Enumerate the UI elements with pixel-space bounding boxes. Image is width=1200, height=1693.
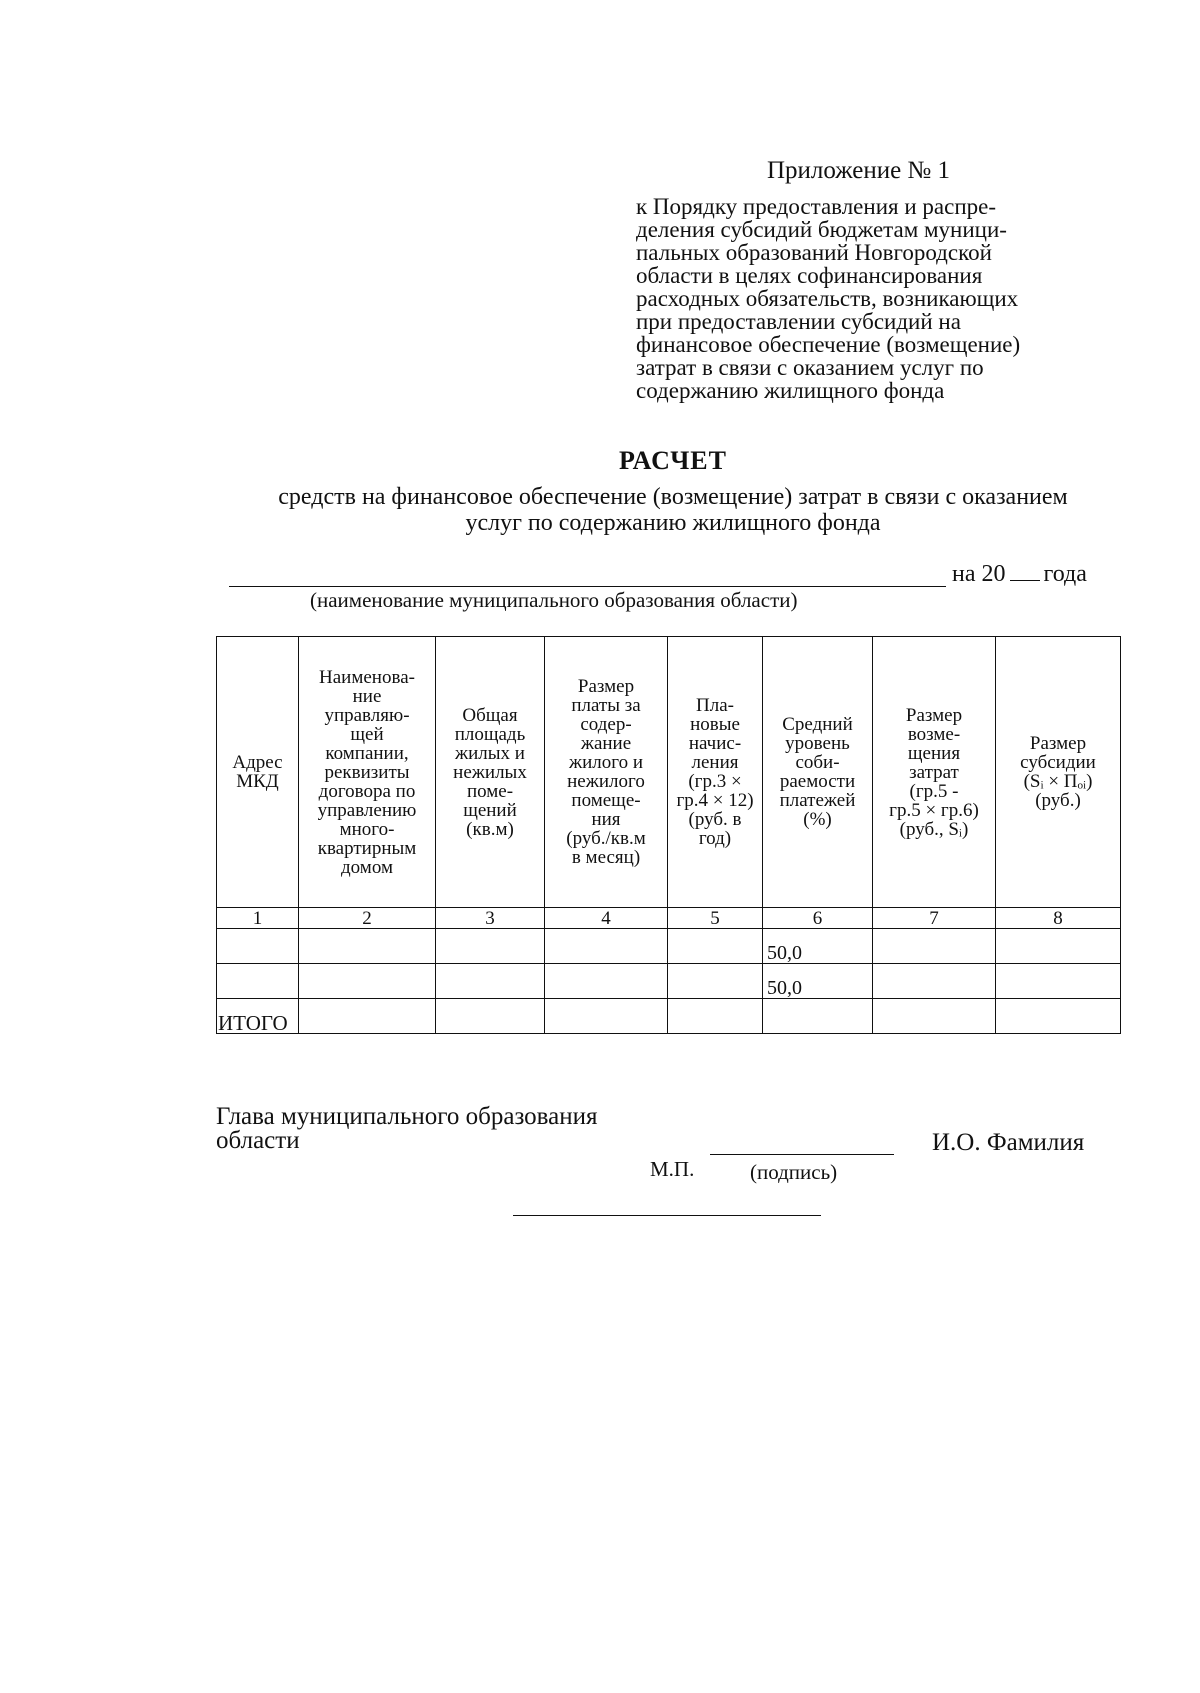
table-cell [436, 999, 545, 1034]
document-subtitle [180, 484, 1166, 536]
table-cell [545, 999, 668, 1034]
table-cell [668, 999, 763, 1034]
header-subsidy: Размер субсидии (Sᵢ × Пₒᵢ) (руб.) [996, 637, 1121, 908]
appendix-line: области в целях софинансирования [636, 263, 983, 288]
table-cell [873, 964, 996, 999]
table-row [217, 964, 1121, 999]
table-cell [668, 929, 763, 964]
table-cell: 50,0 [763, 929, 873, 964]
header-collection-level: Средний уровень соби- раемости платежей (%) [763, 637, 873, 908]
seal-place-label: М.П. [650, 1157, 695, 1181]
signature-caption: (подпись) [750, 1160, 838, 1184]
table-cell [436, 929, 545, 964]
appendix-text [636, 195, 1106, 402]
table-cell [996, 999, 1121, 1034]
bottom-divider [513, 1215, 821, 1216]
column-number: 7 [873, 908, 996, 929]
table-cell [217, 929, 299, 964]
total-label: ИТОГО [217, 999, 299, 1034]
municipality-name-line [229, 586, 946, 587]
header-planned-charges: Пла- новые начис- ления (гр.3 × гр.4 × 12) (руб. в год) [668, 637, 763, 908]
signatory-name: И.О. Фамилия [932, 1129, 1085, 1156]
table-cell [299, 929, 436, 964]
calculation-table [216, 636, 1121, 1034]
column-number: 5 [668, 908, 763, 929]
table-cell [217, 964, 299, 999]
subtitle-line-2: услуг по содержанию жилищного фонда [465, 510, 881, 536]
column-number: 2 [299, 908, 436, 929]
column-number: 3 [436, 908, 545, 929]
table-cell [873, 929, 996, 964]
appendix-line: расходных обязательств, возникающих [636, 286, 1019, 311]
table-cell [873, 999, 996, 1034]
column-number: 1 [217, 908, 299, 929]
total-row [217, 999, 1121, 1034]
header-address: Адрес МКД [217, 637, 299, 908]
year-suffix: года [1043, 561, 1087, 587]
header-area: Общая площадь жилых и нежилых поме- щений (кв.м) [436, 637, 545, 908]
table-cell [299, 999, 436, 1034]
table-cell [668, 964, 763, 999]
table-cell [436, 964, 545, 999]
table-cell [545, 929, 668, 964]
column-number: 6 [763, 908, 873, 929]
table-cell [996, 964, 1121, 999]
table-cell [763, 999, 873, 1034]
signatory-title-line-2: области [216, 1127, 300, 1154]
header-compensation: Размер возме- щения затрат (гр.5 - гр.5 × гр.6) (руб., Sᵢ) [873, 637, 996, 908]
table-cell: 50,0 [763, 964, 873, 999]
signatory-title [216, 1105, 598, 1153]
appendix-line: к Порядку предоставления и распре- [636, 194, 996, 219]
appendix-title: Приложение № 1 [767, 157, 951, 184]
header-row [217, 637, 1121, 908]
table-cell [299, 964, 436, 999]
column-number: 4 [545, 908, 668, 929]
appendix-line: деления субсидий бюджетам муници- [636, 217, 1007, 242]
signature-line [710, 1154, 894, 1155]
column-number: 8 [996, 908, 1121, 929]
signatory-title-line-1: Глава муниципального образования [216, 1103, 598, 1130]
document-title: РАСЧЕТ [619, 446, 727, 475]
table-cell [996, 929, 1121, 964]
appendix-line: затрат в связи с оказанием услуг по [636, 355, 984, 380]
year-field [952, 560, 1087, 588]
municipality-caption: (наименование муниципального образования области) [310, 588, 798, 612]
appendix-line: содержанию жилищного фонда [636, 378, 945, 403]
subtitle-line-1: средств на финансовое обеспечение (возмещение) затрат в связи с оказанием [278, 484, 1068, 510]
appendix-line: при предоставлении субсидий на [636, 309, 961, 334]
table-cell [545, 964, 668, 999]
year-blank [1010, 560, 1040, 581]
column-number-row [217, 908, 1121, 929]
table-row [217, 929, 1121, 964]
header-payment-rate: Размер платы за содер- жание жилого и нежилого помеще- ния (руб./кв.м в месяц) [545, 637, 668, 908]
appendix-line: пальных образований Новгородской [636, 240, 992, 265]
appendix-line: финансовое обеспечение (возмещение) [636, 332, 1021, 357]
header-company: Наименова- ние управляю- щей компании, реквизиты договора по управлению много- квартирным домом [299, 637, 436, 908]
year-prefix: на 20 [952, 561, 1006, 587]
